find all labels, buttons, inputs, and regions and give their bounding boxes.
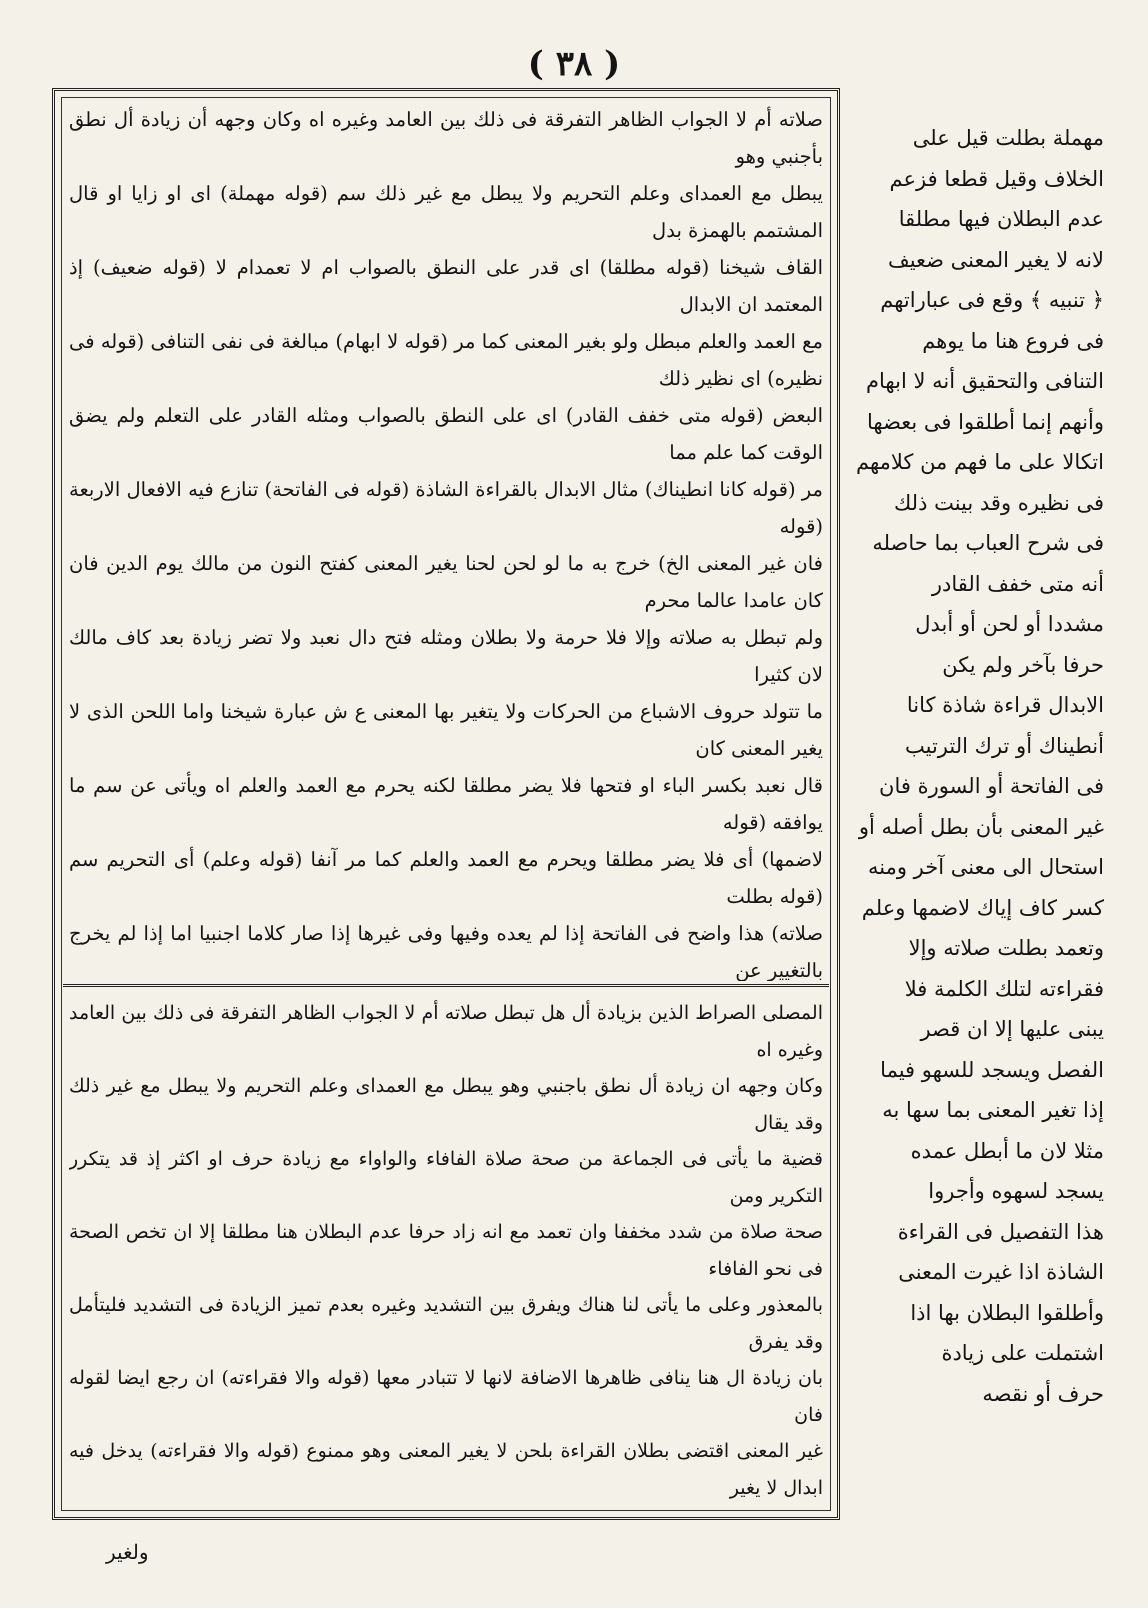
margin-line: فى فروع هنا ما يوهم: [922, 328, 1104, 353]
margin-line: وأطلقوا البطلان بها اذا: [910, 1300, 1104, 1325]
margin-line: وأنهم إنما أطلقوا فى بعضها: [866, 409, 1104, 434]
margin-line: حرف أو نقصه: [982, 1381, 1104, 1406]
text-line: المصلى الصراط الذين بزيادة أل هل تبطل صلاته أم لا الجواب الظاهر التفرقة فى ذلك بين العامد وغيره اه: [69, 1002, 823, 1061]
text-line: وكان وجهه ان زيادة أل نطق باجنبي وهو يبطل مع العمداى وعلم التحريم ولا يبطل مع غير ذلك وقد يقال: [69, 1075, 823, 1134]
text-line: صلاته أم لا الجواب الظاهر التفرقة فى ذلك بين العامد وغيره اه وكان وجهه أن زيادة أل نطق بأجنبي وهو: [69, 108, 823, 168]
text-line: البعض (قوله متى خفف القادر) اى على النطق بالصواب ومثله القادر على التعلم ولم يضق الوقت كما علم مما: [69, 404, 823, 464]
margin-line: الخلاف وقيل قطعا فزعم: [889, 166, 1104, 191]
margin-line: أنطيناك أو ترك الترتيب: [905, 733, 1104, 758]
margin-line: يسجد لسهوه وأجروا: [928, 1179, 1104, 1203]
margin-line: اتكالا على ما فهم من كلامهم: [855, 450, 1104, 474]
margin-line: يبنى عليها إلا ان قصر: [920, 1017, 1104, 1041]
margin-line: استحال الى معنى آخر ومنه: [867, 855, 1104, 879]
margin-line: الفصل ويسجد للسهو فيما: [880, 1057, 1104, 1082]
text-line: صحة صلاة من شدد مخففا وان تعمد مع انه زاد حرفا عدم البطلان هنا مطلقا إلا ان تخص الصحة فى نحو الفافاء: [69, 1221, 823, 1280]
lower-commentary: [69, 995, 823, 1503]
margin-line: مشددا أو لحن أو أبدل: [915, 612, 1104, 636]
text-line: بالمعذور وعلى ما يأتى لنا هناك ويفرق بين التشديد وغيره بعدم تميز الزيادة فى التشديد فليتأمل وقد يفرق: [69, 1294, 823, 1353]
page-number: ( ٣٨ ): [527, 44, 621, 84]
margin-line: اشتملت على زيادة: [941, 1341, 1104, 1365]
margin-line: مهملة بطلت قيل على: [912, 126, 1104, 150]
text-line: القاف شيخنا (قوله مطلقا) اى قدر على النطق بالصواب ام لا تعمدام لا (قوله ضعيف) إذ المعتمد ان الابدال: [69, 256, 823, 316]
margin-line: مثلا لان ما أبطل عمده: [910, 1138, 1104, 1163]
text-line: ولم تبطل به صلاته وإلا فلا حرمة ولا بطلان ومثله فتح دال نعبد ولا تضر زيادة بعد كاف مالك لان كثيرا: [69, 626, 823, 686]
text-line: قضية ما يأتى فى الجماعة من صحة صلاة الفافاء والواواء مع زيادة حرف او اكثر إذ قد يتكرر التكرير ومن: [69, 1148, 823, 1207]
text-line: ما تتولد حروف الاشباع من الحركات ولا يتغير بها المعنى ع ش عبارة شيخنا واما اللحن الذى لا يغير المعنى كان: [69, 700, 823, 760]
margin-line: الابدال قراءة شاذة كانا: [906, 693, 1104, 717]
section-divider: [63, 984, 829, 987]
text-line: غير المعنى اقتضى بطلان القراءة بلحن لا يغير المعنى وهو ممنوع (قوله والا فقراءته) يدخل فيه ابدال لا يغير: [69, 1440, 823, 1499]
margin-line: فى شرح العباب بما حاصله: [872, 531, 1104, 555]
text-line: مر (قوله كانا انطيناك) مثال الابدال بالقراءة الشاذة (قوله فى الفاتحة) تنازع فيه الافعال الاربعة (قوله: [69, 478, 823, 538]
margin-line: فى نظيره وقد بينت ذلك: [893, 490, 1104, 515]
margin-line: الشاذة اذا غيرت المعنى: [898, 1260, 1104, 1284]
margin-text: [850, 118, 1104, 1438]
margin-line: عدم البطلان فيها مطلقا: [898, 207, 1104, 231]
margin-line: إذا تغير المعنى بما سها به: [882, 1098, 1104, 1122]
margin-line: أنه متى خفف القادر: [931, 571, 1104, 596]
margin-line: التنافى والتحقيق أنه لا ابهام: [866, 369, 1104, 393]
text-line: بان زيادة ال هنا ينافى ظاهرها الاضافة لانها لا تتبادر معها (قوله والا فقراءته) ان رجع ايضا لقوله فان: [69, 1367, 823, 1426]
margin-line: غير المعنى بأن بطل أصله أو: [858, 814, 1104, 839]
margin-line: فقراءته لتلك الكلمة فلا: [904, 976, 1104, 1001]
text-line: مع العمد والعلم مبطل ولو بغير المعنى كما مر (قوله لا ابهام) مبالغة فى نفى التنافى (قوله فى نظيره) اى نظير ذلك: [69, 330, 823, 390]
text-line: يبطل مع العمداى وعلم التحريم ولا يبطل مع غير ذلك سم (قوله مهملة) اى او زايا او قال المشتمم بالهمزة بدل: [69, 182, 823, 242]
margin-line: هذا التفصيل فى القراءة: [897, 1219, 1104, 1244]
margin-line: كسر كاف إياك لاضمها وعلم: [861, 895, 1104, 920]
text-line: قال نعبد بكسر الباء او فتحها فلا يضر مطلقا لكنه يحرم مع العمد والعلم اه ويأتى عن سم ما يوافقه (قوله: [69, 774, 823, 834]
margin-line: لانه لا يغير المعنى ضعيف: [887, 247, 1104, 272]
margin-line: وتعمد بطلت صلاته وإلا: [908, 936, 1104, 960]
margin-line: حرفا بآخر ولم يكن: [942, 652, 1104, 677]
text-line: صلاته) هذا واضح فى الفاتحة إذا لم يعده وفيها وفى غيرها إذا صار كلاما اجنبيا اما إذا لم يخرج بالتغيير عن: [69, 922, 823, 981]
text-line: لاضمها) أى فلا يضر مطلقا ويحرم مع العمد والعلم كما مر آنفا (قوله وعلم) أى التحريم سم (قوله بطلت: [69, 848, 823, 908]
main-text-frame: [52, 88, 840, 1520]
margin-line: فى الفاتحة أو السورة فان: [879, 774, 1104, 798]
catchword: ولغير: [106, 1540, 149, 1564]
margin-line: ﴿ تنبيه ﴾ وقع فى عباراتهم: [880, 288, 1104, 312]
upper-commentary: [69, 101, 823, 981]
text-line: فان غير المعنى الخ) خرج به ما لو لحن لحنا يغير المعنى كفتح النون من مالك يوم الدين فان كان عامدا عالما محرم: [69, 552, 823, 612]
